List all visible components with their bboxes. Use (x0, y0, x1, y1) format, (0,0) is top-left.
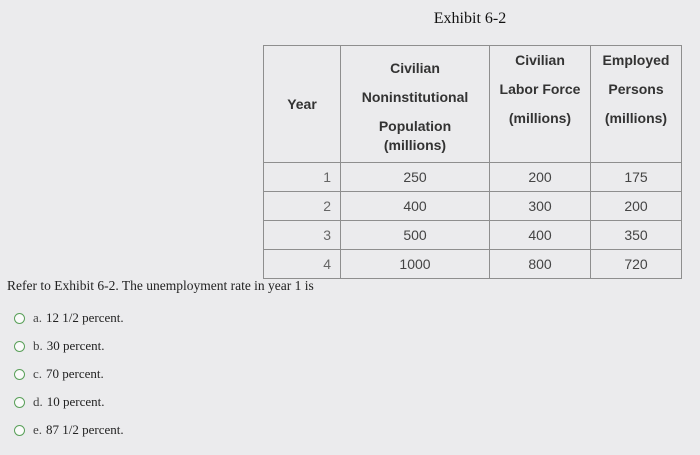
radio-button[interactable] (14, 397, 25, 408)
header-line: Civilian (390, 59, 440, 76)
cell-labor-force: 800 (490, 250, 591, 279)
option-letter: d. (33, 394, 43, 409)
header-line: Population (378, 117, 452, 134)
option-text: 30 percent. (46, 338, 105, 353)
option-b[interactable] (14, 332, 124, 360)
header-line: (millions) (604, 110, 668, 126)
option-e[interactable] (14, 416, 124, 444)
exhibit-title: Exhibit 6-2 (433, 10, 507, 27)
header-employed (591, 46, 682, 163)
radio-button[interactable] (14, 425, 25, 436)
table-header-row (264, 46, 682, 163)
cell-year: 3 (264, 221, 341, 250)
option-text: 12 1/2 percent. (46, 310, 124, 325)
header-year (264, 46, 341, 163)
cell-year: 4 (264, 250, 341, 279)
table-row (264, 250, 682, 279)
option-letter: b. (33, 338, 43, 353)
option-a[interactable] (14, 304, 124, 332)
header-line: Persons (608, 81, 664, 97)
header-labor-force (490, 46, 591, 163)
header-population (341, 46, 490, 163)
header-line: (millions) (508, 110, 572, 126)
cell-employed: 720 (591, 250, 682, 279)
radio-button[interactable] (14, 369, 25, 380)
option-text: 70 percent. (46, 366, 104, 381)
cell-labor-force: 400 (490, 221, 591, 250)
answer-options (14, 304, 124, 444)
option-text: 87 1/2 percent. (46, 422, 124, 437)
option-letter: e. (33, 422, 43, 437)
option-letter: a. (33, 310, 43, 325)
cell-labor-force: 300 (490, 192, 591, 221)
header-line: Labor Force (499, 81, 581, 97)
cell-population: 400 (341, 192, 490, 221)
option-letter: c. (33, 366, 43, 381)
cell-year: 1 (264, 163, 341, 192)
table-row (264, 192, 682, 221)
header-spacer (490, 133, 590, 162)
option-c[interactable] (14, 360, 124, 388)
cell-employed: 175 (591, 163, 682, 192)
header-line: Noninstitutional (361, 88, 469, 105)
header-line: Year (287, 95, 317, 112)
table-row (264, 221, 682, 250)
cell-population: 250 (341, 163, 490, 192)
cell-employed: 350 (591, 221, 682, 250)
cell-population: 1000 (341, 250, 490, 279)
header-spacer (591, 133, 681, 162)
question-text: Refer to Exhibit 6-2. The unemployment rate in year 1 is (7, 278, 314, 293)
radio-button[interactable] (14, 313, 25, 324)
cell-labor-force: 200 (490, 163, 591, 192)
exhibit-table (263, 45, 682, 279)
cell-employed: 200 (591, 192, 682, 221)
header-line: (millions) (383, 136, 447, 153)
header-line: Employed (602, 52, 670, 68)
option-d[interactable] (14, 388, 124, 416)
option-text: 10 percent. (46, 394, 105, 409)
header-line: Civilian (515, 52, 565, 68)
table-row (264, 163, 682, 192)
radio-button[interactable] (14, 341, 25, 352)
cell-population: 500 (341, 221, 490, 250)
cell-year: 2 (264, 192, 341, 221)
